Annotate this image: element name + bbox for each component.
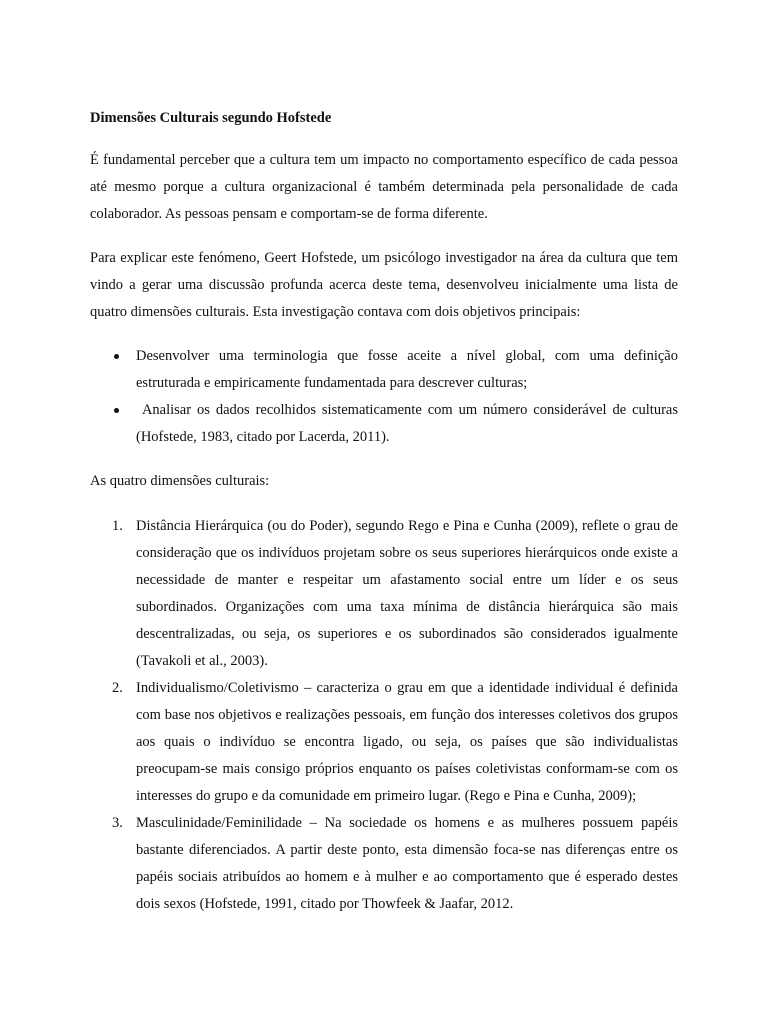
intro-paragraph: É fundamental perceber que a cultura tem um impacto no comportamento específico de cada pessoa até mesmo porque a cultura organizacional é também determinada pela personalidade de cada colaborador. As pessoas pensam e comportam-se de forma diferente. — [90, 152, 678, 222]
list-item — [90, 397, 682, 451]
dimensions-list — [90, 513, 678, 918]
dimensions-intro: As quatro dimensões culturais: — [90, 473, 270, 489]
list-item — [90, 675, 678, 810]
list-item — [90, 810, 678, 918]
bullet-icon — [114, 408, 119, 413]
document-title: Dimensões Culturais segundo Hofstede — [90, 110, 332, 126]
list-item-text: Analisar os dados recolhidos sistematicamente com um número considerável de culturas (Hofstede, 1983, citado por Lacerda, 2011). — [136, 402, 682, 445]
document-page — [90, 108, 682, 918]
list-item-text: Individualismo/Coletivismo – caracteriza o grau em que a identidade individual é definida com base nos objetivos e realizações pessoais, em função dos interesses coletivos dos grupos aos quais o indivíduo se encontra ligado, ou seja, os países que são individualistas preocupam-se mais consigo próprios enquanto os países coletivistas conformam-se com os interesses do grupo e da comunidade em primeiro lugar. (Rego e Pina e Cunha, 2009); — [136, 680, 678, 804]
list-item — [90, 343, 678, 397]
list-item-text: Distância Hierárquica (ou do Poder), segundo Rego e Pina e Cunha (2009), reflete o grau de consideração que os indivíduos projetam sobre os seus superiores hierárquicos onde existe a necessidade de manter e respeitar um afastamento social entre um líder e os seus subordinados. Organizações com uma taxa mínima de distância hierárquica são mais descentralizadas, ou seja, os superiores e os subordinados são considerados igualmente (Tavakoli et al., 2003). — [136, 518, 678, 669]
list-item-text: Desenvolver uma terminologia que fosse aceite a nível global, com uma definição estruturada e empiricamente fundamentada para descrever culturas; — [136, 348, 678, 391]
list-item-text: Masculinidade/Feminilidade – Na sociedade os homens e as mulheres possuem papéis bastante diferenciados. A partir deste ponto, esta dimensão foca-se nas diferenças entre os papéis sociais atribuídos ao homem e à mulher e ao comportamento que é esperado destes dois sexos (Hofstede, 1991, citado por Thowfeek & Jaafar, 2012. — [136, 815, 678, 912]
bullet-icon — [114, 354, 119, 359]
list-item — [90, 513, 678, 675]
list-number: 3. — [112, 815, 123, 831]
list-number: 1. — [112, 518, 123, 534]
objectives-list — [90, 343, 682, 451]
hofstede-paragraph: Para explicar este fenómeno, Geert Hofstede, um psicólogo investigador na área da cultura que tem vindo a gerar uma discussão profunda acerca deste tema, desenvolveu inicialmente uma lista de quatro dimensões culturais. Esta investigação contava com dois objetivos principais: — [90, 250, 678, 320]
list-number: 2. — [112, 680, 123, 696]
